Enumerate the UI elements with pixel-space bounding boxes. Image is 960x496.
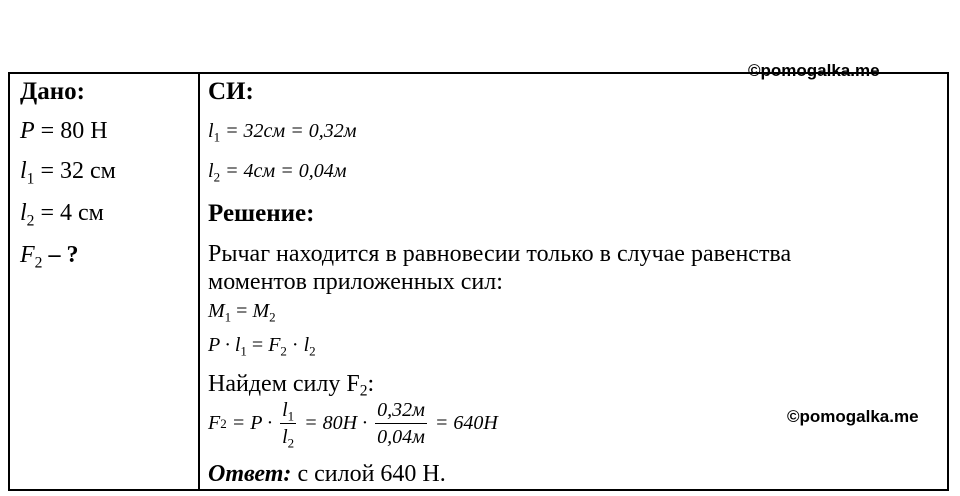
given-value: = 32 см xyxy=(34,158,116,184)
given-weight xyxy=(20,118,108,145)
eq-symbol: F xyxy=(268,334,281,356)
eq-subscript: 2 xyxy=(309,343,316,359)
given-l1 xyxy=(20,158,116,188)
solution-text-line: Рычаг находится в равновесии только в случае равенства xyxy=(208,241,792,267)
eq-symbol: l xyxy=(234,334,241,356)
si-symbol: l xyxy=(208,160,214,182)
si-heading: СИ: xyxy=(208,78,254,105)
find-force-colon: : xyxy=(367,371,375,397)
eq-subscript: 2 xyxy=(287,435,295,451)
equation-final: F 2 = P · $\frac{l_1}{l_2}$ = 80Н · $\frac{0,32м}{0,04м}$ = 640Н xyxy=(208,399,498,451)
given-symbol: l xyxy=(20,158,27,184)
fraction-numerator xyxy=(280,398,296,424)
fraction-denominator xyxy=(280,424,296,449)
watermark: ©pomogalka.me xyxy=(787,407,919,426)
given-subscript: 2 xyxy=(26,212,35,230)
equation-moments xyxy=(208,300,276,323)
given-symbol: F xyxy=(20,242,35,268)
given-question: – ? xyxy=(42,242,79,268)
eq-subscript: 2 xyxy=(269,309,276,325)
column-divider xyxy=(198,74,200,489)
given-unknown xyxy=(20,242,79,272)
si-conversion: = 4см = 0,04м xyxy=(220,160,347,182)
eq-symbol: M xyxy=(252,300,270,322)
eq-symbol: l xyxy=(303,334,310,356)
eq-operator: = P · xyxy=(226,412,278,434)
si-conversion: = 32см = 0,32м xyxy=(220,120,357,142)
si-symbol: l xyxy=(208,120,214,142)
si-subscript: 2 xyxy=(213,169,221,185)
fraction-lengths xyxy=(280,398,296,449)
eq-subscript: 1 xyxy=(240,343,247,359)
given-symbol: P xyxy=(20,118,35,144)
eq-operator: = xyxy=(231,300,253,322)
si-l1 xyxy=(208,120,356,143)
find-force-subscript: 2 xyxy=(359,382,368,400)
answer xyxy=(208,460,446,488)
solution-text xyxy=(208,240,938,296)
given-subscript: 1 xyxy=(26,170,35,188)
given-subscript: 2 xyxy=(34,254,43,272)
eq-symbol: l xyxy=(282,399,288,421)
eq-operator: = xyxy=(246,334,269,356)
find-force-label: Найдем силу F xyxy=(208,371,360,397)
given-value: = 80 Н xyxy=(34,118,108,144)
solution-heading: Решение: xyxy=(208,200,315,227)
find-force-text xyxy=(208,370,374,398)
eq-operator: = 80Н · xyxy=(299,412,373,434)
eq-symbol: M xyxy=(208,300,225,322)
eq-subscript: 2 xyxy=(280,343,287,359)
fraction-numerator: 0,32м xyxy=(375,398,427,424)
given-heading: Дано: xyxy=(20,78,85,105)
solution-table xyxy=(8,72,949,491)
given-symbol: l xyxy=(20,200,27,226)
si-l2 xyxy=(208,160,346,183)
answer-label: Ответ: xyxy=(208,461,292,487)
given-l2 xyxy=(20,200,104,230)
eq-symbol: l xyxy=(282,426,288,448)
si-subscript: 1 xyxy=(213,129,221,145)
eq-symbol: P · xyxy=(208,334,235,356)
eq-symbol: F xyxy=(208,412,221,434)
solution-text-line: моментов приложенных сил: xyxy=(208,269,503,295)
fraction-values xyxy=(375,398,427,449)
eq-result: = 640Н xyxy=(429,412,498,434)
given-value: = 4 см xyxy=(34,200,104,226)
eq-subscript: 1 xyxy=(287,408,295,424)
fraction-denominator: 0,04м xyxy=(377,426,425,448)
answer-text: с силой 640 Н. xyxy=(291,461,446,487)
equation-lever xyxy=(208,334,316,357)
watermark: ©pomogalka.me xyxy=(748,61,880,80)
eq-subscript: 1 xyxy=(224,309,232,325)
eq-operator: · xyxy=(286,334,304,356)
